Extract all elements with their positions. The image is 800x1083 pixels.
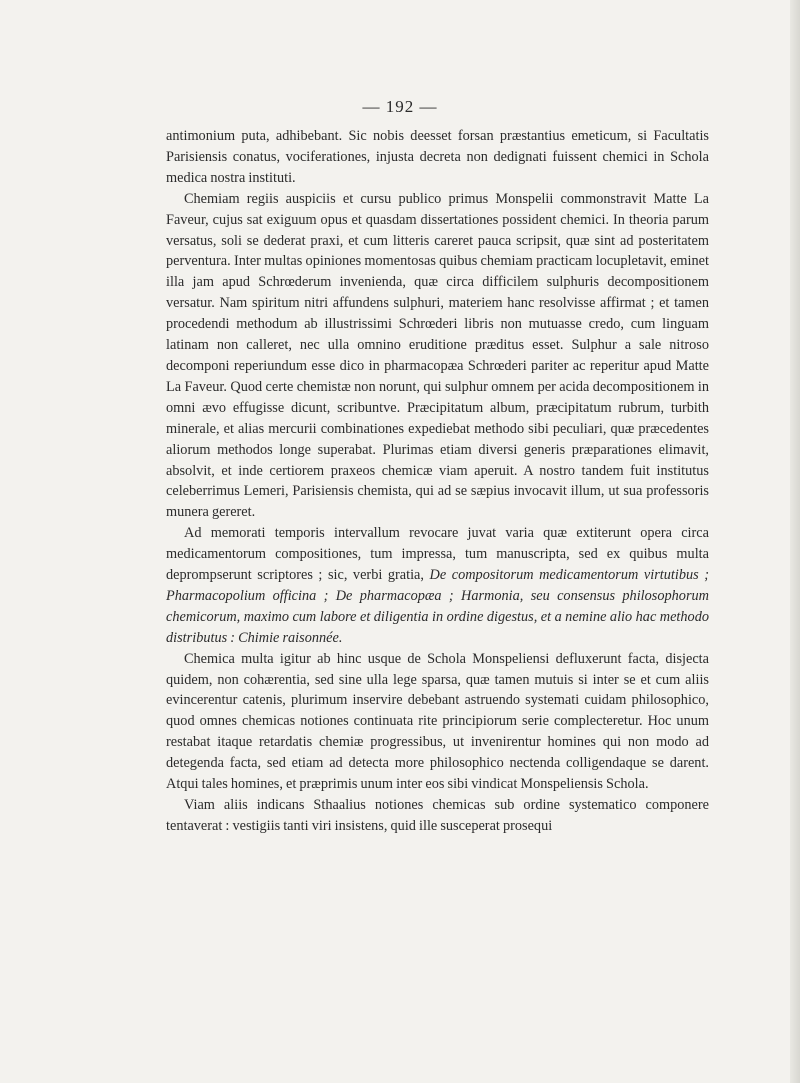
paragraph-4: Chemica multa igitur ab hinc usque de Schola Monspeliensi defluxerunt facta, disjecta quidem, non cohærentia, sed sine ulla lege sparsa, quæ tamen mutuis si inter se et cum aliis evincerentur catenis, plurimum inservire debebant astruendo systemati cuidam philosophico, quod omnes chemicas notiones continuata rite principiorum serie complecteretur. Hoc unum restabat itaque retardatis chemiæ progressibus, ut invenirentur homines qui non modo ad detegenda facta, sed etiam ad detecta more philosophico nectenda colligendaque se darent. Atqui tales homines, et præprimis unum inter eos sibi vindicat Monspeliensis Schola. (166, 650, 709, 793)
paragraph-1: antimonium puta, adhibebant. Sic nobis deesset forsan præstantius emeticum, si Facultatis Parisiensis conatus, vociferationes, injusta decreta non dedignati fuissent chemici in Schola medica nostra instituti. (166, 128, 709, 186)
body-text (166, 126, 709, 837)
page-edge (790, 0, 800, 1083)
paragraph-3 (166, 523, 709, 648)
paragraph-2: Chemiam regiis auspiciis et cursu publico primus Monspelii commonstravit Matte La Faveur, cujus sat exiguum opus et quasdam dissertationes possident chemici. In theoria parum versatus, soli se dederat praxi, et cum litteris careret pauca scripsit, quæ sint ad posteritatem perventura. Inter multas opiniones momentosas quibus chemiam practicam locupletavit, eminet illa jam apud Schrœderum invenienda, quæ circa difficilem sulphuris decompositionem versatur. Nam spiritum nitri affundens sulphuri, materiem hanc resolvisse affirmat ; et tamen procedendi methodum ab illustrissimi Schrœderi libris non mutuasse credo, cum linguam latinam non calleret, nec ulla omnino eruditione præditus esset. Sulphur a sale nitroso decomponi reperiundum esse dico in pharmacopæa Schrœderi pariter ac reperitur apud Matte La Faveur. Quod certe chemistæ non norunt, qui sulphur omnem per acida decompositionem in omni ævo effugisse dicunt, scribuntve. Præcipitatum album, præcipitatum rubrum, turbith minerale, et alias mercurii combinationes expediebat methodo sibi peculiari, quæ præcedentes aliorum methodos longe superabat. Plurimas etiam diversi generis præparationes elimavit, absolvit, et inde certiorem praxeos chemicæ viam aperuit. A nostro tandem fuit institutus celeberrimus Lemeri, Parisiensis chemista, qui ad se sæpius invocavit illum, ut sua professoris munera gereret. (166, 190, 709, 521)
page-number: — 192 — (362, 97, 438, 116)
paragraph-3-text: Ad memorati temporis intervallum revocare juvat varia quæ extiterunt opera circa medicamentorum compositiones, tum impressa, tum manuscripta, sed ex quibus multa deprompserunt scriptores ; sic, verbi gratia, (166, 525, 709, 584)
paragraph-3-titles: De compositorum medicamentorum virtutibus ; Pharmacopolium officina ; De pharmacopæa ; Harmonia, seu consensus philosophorum chemicorum, maximo cum labore et diligentia in ordine digestus, et a nemine alio hac methodo distributus : Chimie raisonnée. (166, 567, 709, 646)
paragraph-5: Viam aliis indicans Sthaalius notiones chemicas sub ordine systematico componere tentaverat : vestigiis tanti viri insistens, quid ille susceperat prosequi (166, 797, 709, 834)
